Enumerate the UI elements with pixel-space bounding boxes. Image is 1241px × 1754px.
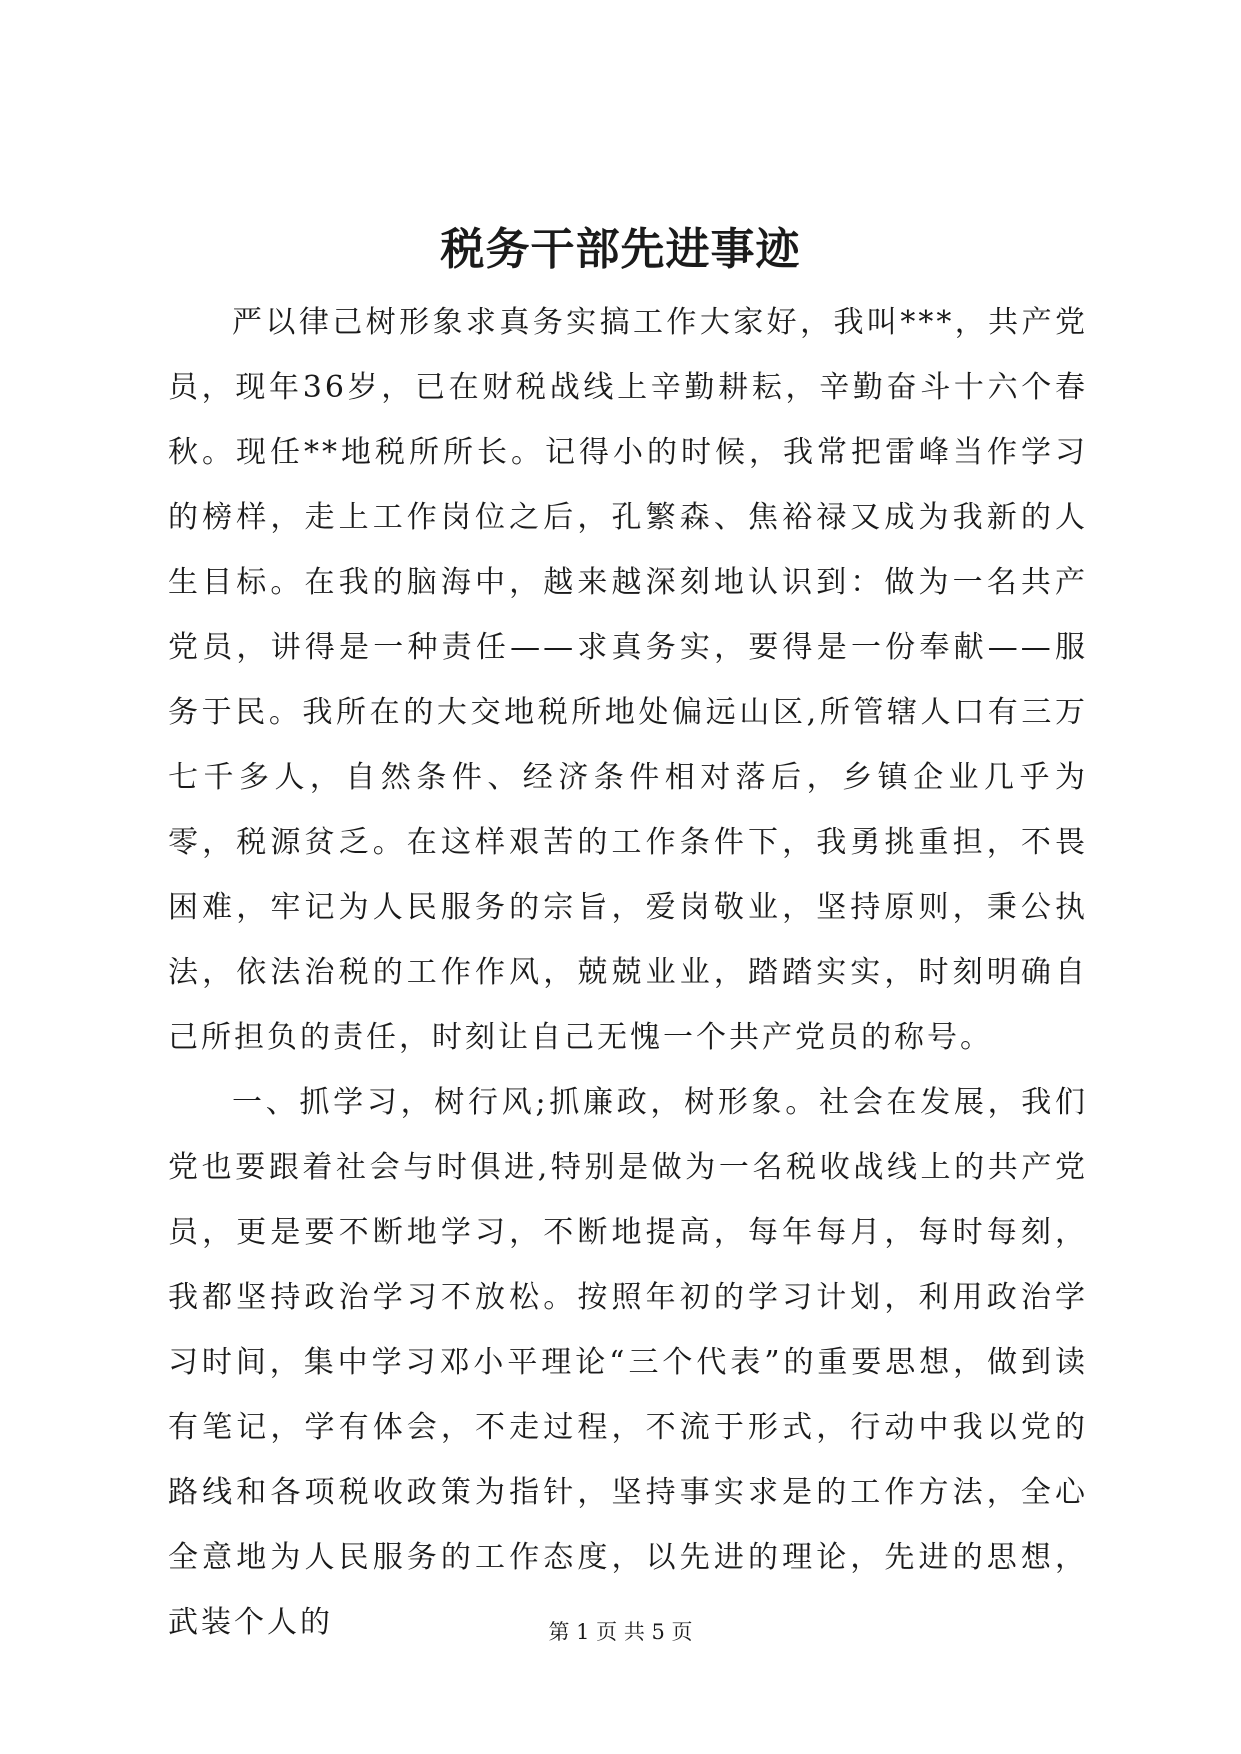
paragraph-section-1: 一、抓学习，树行风;抓廉政，树形象。社会在发展，我们党也要跟着社会与时俱进,特别是做为一名税收战线上的共产党员，更是要不断地学习，不断地提高，每年每月，每时每刻，我都坚持政治学习不放松。按照年初的学习计划，利用政治学习时间，集中学习邓小平理论“三个代表”的重要思想，做到读有笔记，学有体会，不走过程，不流于形式，行动中我以党的路线和各项税收政策为指针，坚持事实求是的工作方法，全心全意地为人民服务的工作态度，以先进的理论，先进的思想，武装个人的 — [168, 1085, 1088, 1640]
page-footer: 第 1 页 共 5 页 — [548, 1620, 693, 1644]
paragraph-intro: 严以律己树形象求真务实搞工作大家好，我叫***，共产党员，现年36岁，已在财税战线上辛勤耕耘，辛勤奋斗十六个春秋。现任**地税所所长。记得小的时候，我常把雷峰当作学习的榜样，走上工作岗位之后，孔繁森、焦裕禄又成为我新的人生目标。在我的脑海中，越来越深刻地认识到：做为一名共产党员，讲得是一种责任——求真务实，要得是一份奉献——服务于民。我所在的大交地税所地处偏远山区,所管辖人口有三万七千多人，自然条件、经济条件相对落后，乡镇企业几乎为零，税源贫乏。在这样艰苦的工作条件下，我勇挑重担，不畏困难，牢记为人民服务的宗旨，爱岗敬业，坚持原则，秉公执法，依法治税的工作作风，兢兢业业，踏踏实实，时刻明确自己所担负的责任，时刻让自己无愧一个共产党员的称号。 — [168, 305, 1088, 1055]
document-title: 税务干部先进事迹 — [440, 224, 801, 275]
document-body — [168, 290, 1088, 1655]
